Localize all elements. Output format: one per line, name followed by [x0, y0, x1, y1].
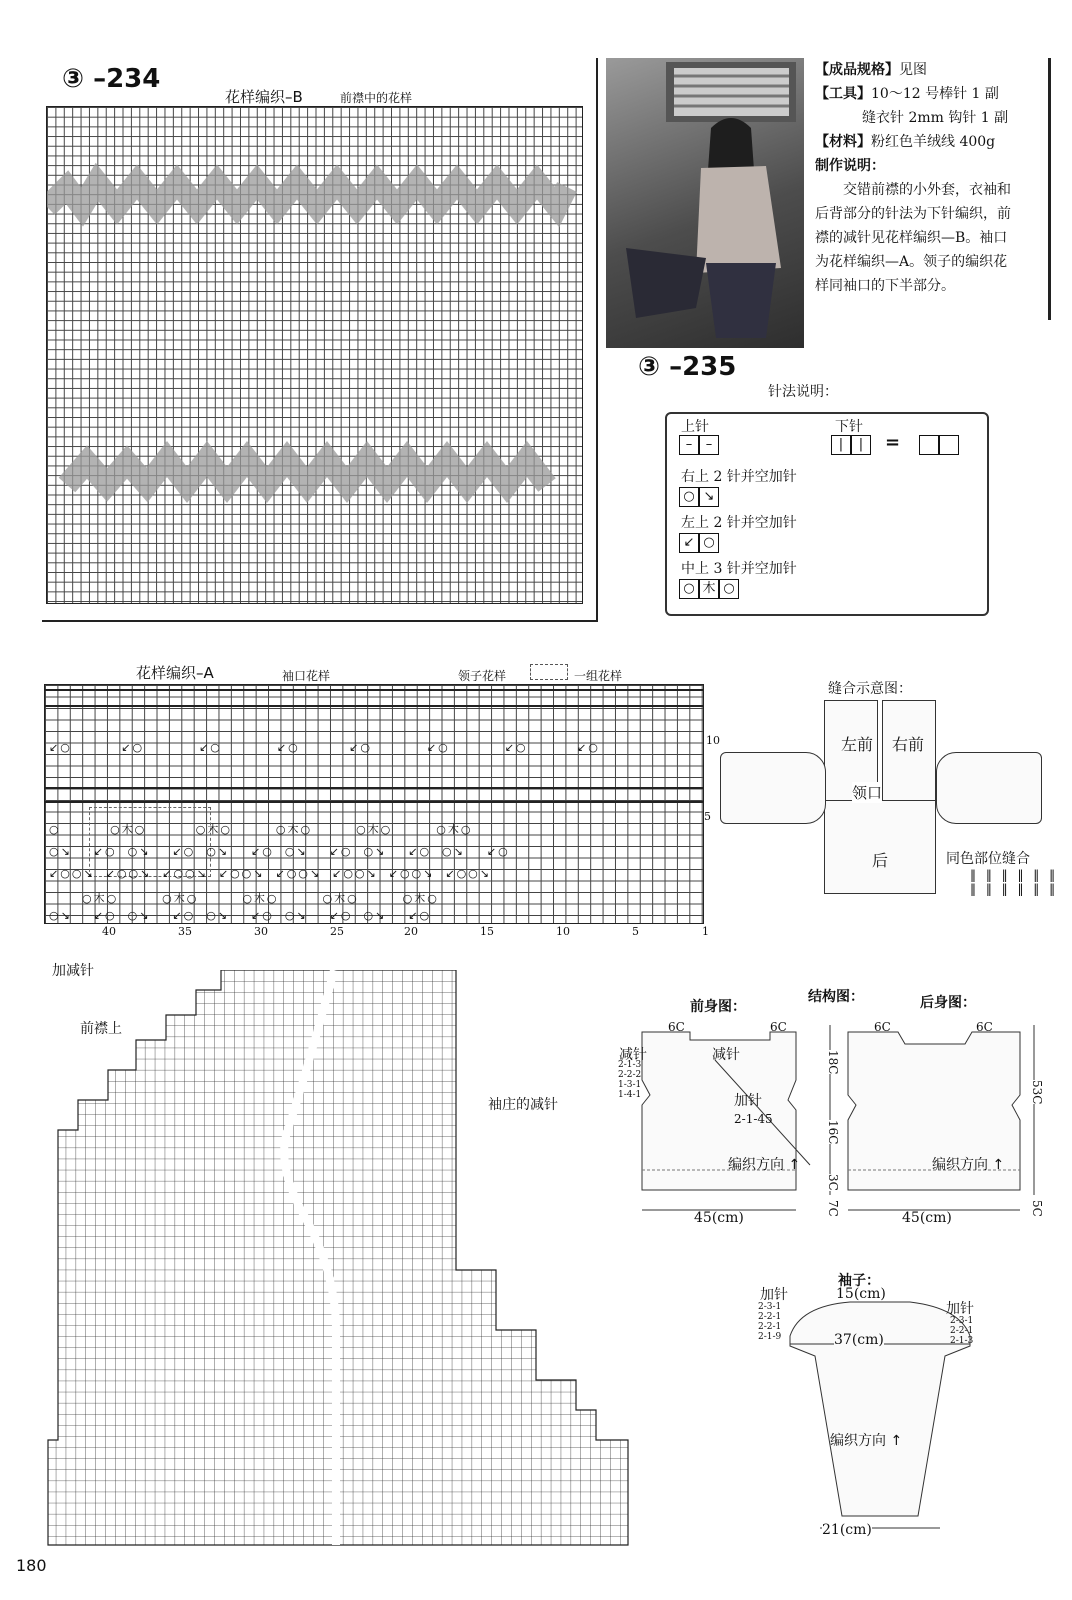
- pattern-b-zigzag: [47, 107, 582, 603]
- neckline-label: 领口: [852, 784, 883, 802]
- height-53: 53C: [1030, 1080, 1044, 1105]
- same-color-label: 同色部位缝合: [946, 851, 1030, 867]
- front-knit-direction: 编织方向 ↑: [728, 1157, 801, 1173]
- sleeve-top-width: 15(cm): [836, 1286, 886, 1302]
- col-label: 35: [178, 925, 192, 938]
- spec-size: 【成品规格】见图: [815, 62, 927, 78]
- pattern-a-rib-top: [45, 689, 703, 707]
- legend-purl-label: 上针: [681, 419, 709, 435]
- pattern-a-row-mark: ○↘ ↙○ ○↘ ↙○ ○↘ ↙○ ○↘ ↙○ ○↘ ↙○: [49, 909, 432, 922]
- armhole-label: 袖庄的减针: [488, 1097, 558, 1113]
- sleeve-mid-width: 37(cm): [834, 1332, 884, 1348]
- height-7: 7C: [826, 1200, 840, 1217]
- seam-marks: ‖ ‖ ‖ ‖ ‖ ‖ ‖ ‖ ‖ ‖ ‖ ‖: [970, 868, 1059, 896]
- legend-equals: =: [885, 432, 901, 453]
- left-sleeve: [720, 752, 826, 824]
- sleeve-rows-left: 2-3-1 2-2-1 2-2-1 2-1-9: [758, 1302, 782, 1342]
- spec-line1: 交错前襟的小外套，衣袖和: [843, 182, 1011, 198]
- pattern-a-chart: [44, 684, 704, 924]
- spec-line5: 样同袖口的下半部分。: [815, 278, 955, 294]
- neck-dec-label: 减针: [712, 1047, 740, 1063]
- front-width: 45(cm): [694, 1210, 744, 1226]
- shaping-title: 加减针: [52, 963, 94, 979]
- pattern-a-cuff: 袖口花样: [282, 669, 331, 683]
- sleeve-inc-left: 加针: [760, 1287, 788, 1303]
- back-view-title: 后身图：: [920, 995, 976, 1011]
- spec-block: [815, 58, 1011, 298]
- pattern-a-row-mark: ○ ○木○ ○木○ ○木○ ○木○ ○木○: [49, 823, 473, 836]
- front-shoulder-right: 6C: [770, 1020, 787, 1034]
- col-label: 40: [102, 925, 116, 938]
- height-3: 3C: [826, 1174, 840, 1191]
- height-18: 18C: [826, 1050, 840, 1075]
- model-photo: [606, 58, 804, 348]
- sleeve-bottom-width: 21(cm): [822, 1522, 872, 1538]
- height-5: 5C: [1030, 1200, 1044, 1217]
- page-number: 180: [16, 1556, 47, 1575]
- sleeve-knit-direction: 编织方向 ↑: [830, 1433, 903, 1449]
- col-label: 25: [330, 925, 344, 938]
- model-photo-figure: [606, 58, 804, 348]
- armhole-dec-rows: 2-1-3 2-2-2 1-3-1 1-4-1: [618, 1060, 642, 1100]
- front-shoulder-left: 6C: [668, 1020, 685, 1034]
- armhole-dec-label: 减针: [619, 1047, 647, 1063]
- pattern-a-repeat: 一组花样: [574, 669, 623, 683]
- pattern-a-row-mark: ○↘ ↙○ ○↘ ↙○ ○↘ ↙○ ○↘ ↙○ ○↘ ↙○ ○↘ ↙○: [49, 845, 510, 858]
- spec-tools2: 缝衣针 2mm 钩针 1 副: [862, 110, 1009, 126]
- pattern-a-collar: 领子花样: [458, 669, 507, 683]
- back-shoulder-right: 6C: [976, 1020, 993, 1034]
- col-label: 30: [254, 925, 268, 938]
- col-label: 15: [480, 925, 494, 938]
- repeat-box-symbol: [530, 664, 568, 680]
- legend-right-dec: 右上 2 针并空加针: [681, 469, 797, 485]
- back-shoulder-left: 6C: [874, 1020, 891, 1034]
- pattern-a-row-5: 5: [704, 810, 711, 823]
- pattern-235-number: ③ –235: [638, 352, 737, 382]
- knit-symbol: | |: [831, 434, 871, 455]
- col-label: 20: [404, 925, 418, 938]
- left-dec-symbol: ↙ ○: [679, 532, 719, 553]
- legend-title: 针法说明：: [768, 384, 838, 400]
- right-front-label: 右前: [892, 735, 925, 754]
- back-panel: [824, 800, 936, 894]
- sleeve-rows-right: 2-3-1 2-2-1 2-1-3: [950, 1316, 974, 1346]
- frame-vertical: [596, 58, 598, 622]
- pattern-a-row-10: 10: [706, 734, 720, 747]
- spec-line3: 襟的减针见花样编织—B。袖口: [815, 230, 1008, 246]
- pattern-234-number: ③ –234: [62, 64, 161, 94]
- inc-label: 加针: [734, 1093, 762, 1109]
- assembly-title: 缝合示意图：: [828, 681, 912, 697]
- back-label: 后: [872, 851, 889, 870]
- back-width: 45(cm): [902, 1210, 952, 1226]
- sleeve-inc-right: 加针: [946, 1301, 974, 1317]
- purl-symbol: – –: [679, 434, 719, 455]
- photo-divider: [1048, 58, 1051, 320]
- spec-material: 【材料】粉红色羊绒线 400g: [815, 134, 996, 150]
- front-upper-label: 前襟上: [80, 1021, 122, 1037]
- frame-horizontal: [42, 620, 598, 622]
- spec-instructions-title: 制作说明：: [815, 158, 885, 174]
- left-front-label: 左前: [841, 735, 874, 754]
- col-label: 5: [632, 925, 639, 938]
- legend-center-dec: 中上 3 针并空加针: [681, 561, 797, 577]
- spec-tools: 【工具】10～12 号棒针 1 副: [815, 86, 999, 102]
- pattern-b-subtitle: 前襟中的花样: [340, 91, 413, 105]
- pattern-a-title: 花样编织–A: [136, 664, 214, 682]
- structure-title: 结构图：: [808, 989, 864, 1005]
- inc-rule: 2-1-45: [734, 1112, 773, 1126]
- spec-line4: 为花样编织—A。领子的编织花: [815, 254, 1008, 270]
- pattern-a-row-mark: ↙○ ↙○ ↙○ ↙○ ↙○ ↙○ ↙○ ↙○: [49, 741, 600, 754]
- height-16: 16C: [826, 1120, 840, 1145]
- right-dec-symbol: ○ ↘: [679, 486, 719, 507]
- legend-knit-label: 下针: [835, 419, 863, 435]
- col-label: 1: [702, 925, 709, 938]
- col-label: 10: [556, 925, 570, 938]
- pattern-b-title: 花样编织–B: [225, 88, 303, 106]
- shaping-chart: [36, 970, 636, 1550]
- right-sleeve: [936, 752, 1042, 824]
- legend-left-dec: 左上 2 针并空加针: [681, 515, 797, 531]
- center-dec-symbol: ○ 木 ○: [679, 578, 739, 599]
- stitch-legend: [665, 412, 989, 616]
- shaping-chart-svg: [36, 970, 636, 1550]
- pattern-a-row-mark: ○木○ ○木○ ○木○ ○木○ ○木○: [49, 892, 439, 905]
- sleeve-title: 袖子：: [838, 1273, 880, 1289]
- front-view-title: 前身图：: [690, 999, 746, 1015]
- knit-blank-symbol: [919, 434, 959, 455]
- back-knit-direction: 编织方向 ↑: [932, 1157, 1005, 1173]
- structure-svg: [620, 1010, 1060, 1230]
- pattern-a-row-mark: ↙○○↘ ↙○○↘ ↙○○↘ ↙○○↘ ↙○○↘ ↙○○↘ ↙○○↘ ↙○○↘: [49, 867, 491, 880]
- pattern-b-chart: [46, 106, 583, 604]
- spec-line2: 后背部分的针法为下针编织，前: [815, 206, 1011, 222]
- pattern-a-rib-mid: [45, 787, 703, 803]
